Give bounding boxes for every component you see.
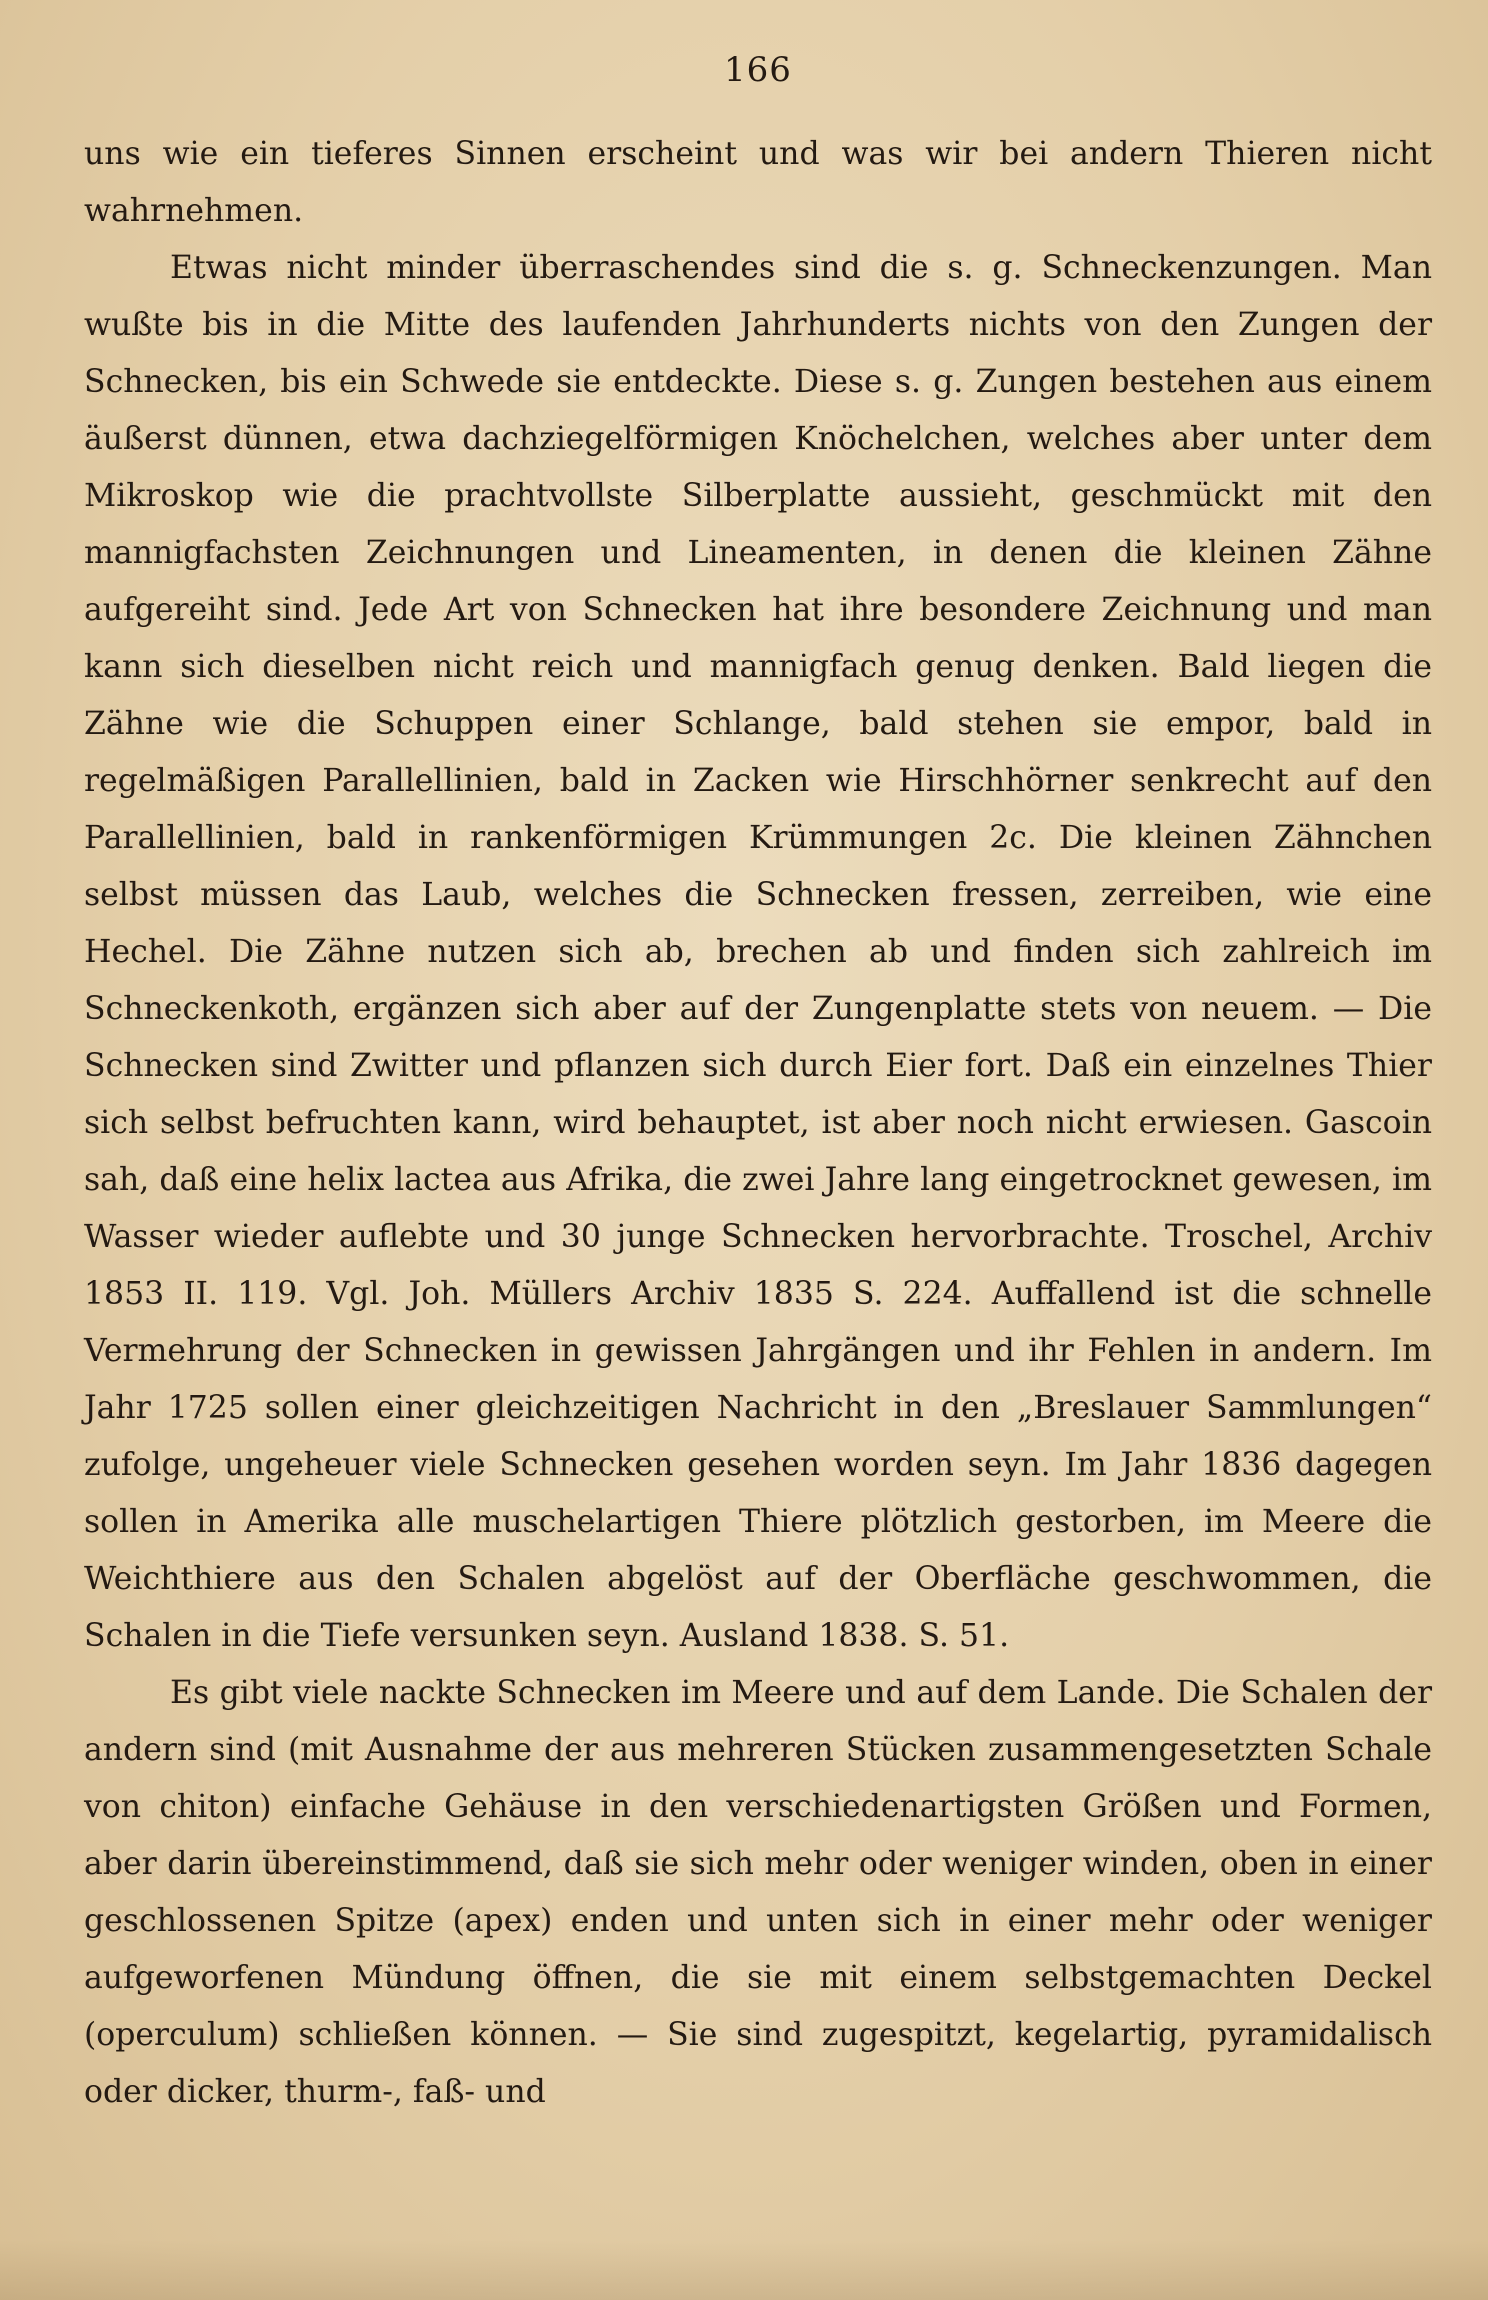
page-bottom-shadow — [0, 2240, 1488, 2300]
paragraph-1: uns wie ein tieferes Sinnen erscheint und was wir bei andern Thieren nicht wahrnehmen. — [84, 136, 1432, 229]
paragraph-3: Es gibt viele nackte Schnecken im Meere und auf dem Lande. Die Schalen der andern sind (mit Ausnahme der aus mehreren Stücken zusammengesetzten Schale von chiton) einfache Gehäuse in den verschiedenartigsten Größen und Formen, aber darin übereinstimmend, daß sie sich mehr oder weniger winden, oben in einer geschlossenen Spitze (apex) enden und unten sich in einer mehr oder weniger aufgeworfenen Mündung öffnen, die sie mit einem selbstgemachten Deckel (operculum) schließen können. — Sie sind zugespitzt, kegelartig, pyramidalisch oder dicker, thurm-, faß- und — [84, 1675, 1432, 2110]
page-number: 166 — [724, 50, 792, 90]
page-body — [84, 126, 1432, 2121]
paragraph-2: Etwas nicht minder überraschendes sind die s. g. Schneckenzungen. Man wußte bis in die Mitte des laufenden Jahrhunderts nichts von den Zungen der Schnecken, bis ein Schwede sie entdeckte. Diese s. g. Zungen bestehen aus einem äußerst dünnen, etwa dachziegelförmigen Knöchelchen, welches aber unter dem Mikroskop wie die prachtvollste Silberplatte aussieht, geschmückt mit den mannigfachsten Zeichnungen und Lineamenten, in denen die kleinen Zähne aufgereiht sind. Jede Art von Schnecken hat ihre besondere Zeichnung und man kann sich dieselben nicht reich und mannigfach genug denken. Bald liegen die Zähne wie die Schuppen einer Schlange, bald stehen sie empor, bald in regelmäßigen Parallellinien, bald in Zacken wie Hirschhörner senkrecht auf den Parallellinien, bald in rankenförmigen Krümmungen 2c. Die kleinen Zähnchen selbst müssen das Laub, welches die Schnecken fressen, zerreiben, wie eine Hechel. Die Zähne nutzen sich ab, brechen ab und finden sich zahlreich im Schneckenkoth, ergänzen sich aber auf der Zungenplatte stets von neuem. — Die Schnecken sind Zwitter und pflanzen sich durch Eier fort. Daß ein einzelnes Thier sich selbst befruchten kann, wird behauptet, ist aber noch nicht erwiesen. Gascoin sah, daß eine helix lactea aus Afrika, die zwei Jahre lang eingetrocknet gewesen, im Wasser wieder auflebte und 30 junge Schnecken hervorbrachte. Troschel, Archiv 1853 II. 119. Vgl. Joh. Müllers Archiv 1835 S. 224. Auffallend ist die schnelle Vermehrung der Schnecken in gewissen Jahrgängen und ihr Fehlen in andern. Im Jahr 1725 sollen einer gleichzeitigen Nachricht in den „Breslauer Sammlungen“ zufolge, ungeheuer viele Schnecken gesehen worden seyn. Im Jahr 1836 dagegen sollen in Amerika alle muschelartigen Thiere plötzlich gestorben, im Meere die Weichthiere aus den Schalen abgelöst auf der Oberfläche geschwommen, die Schalen in die Tiefe versunken seyn. Ausland 1838. S. 51. — [84, 250, 1432, 1654]
